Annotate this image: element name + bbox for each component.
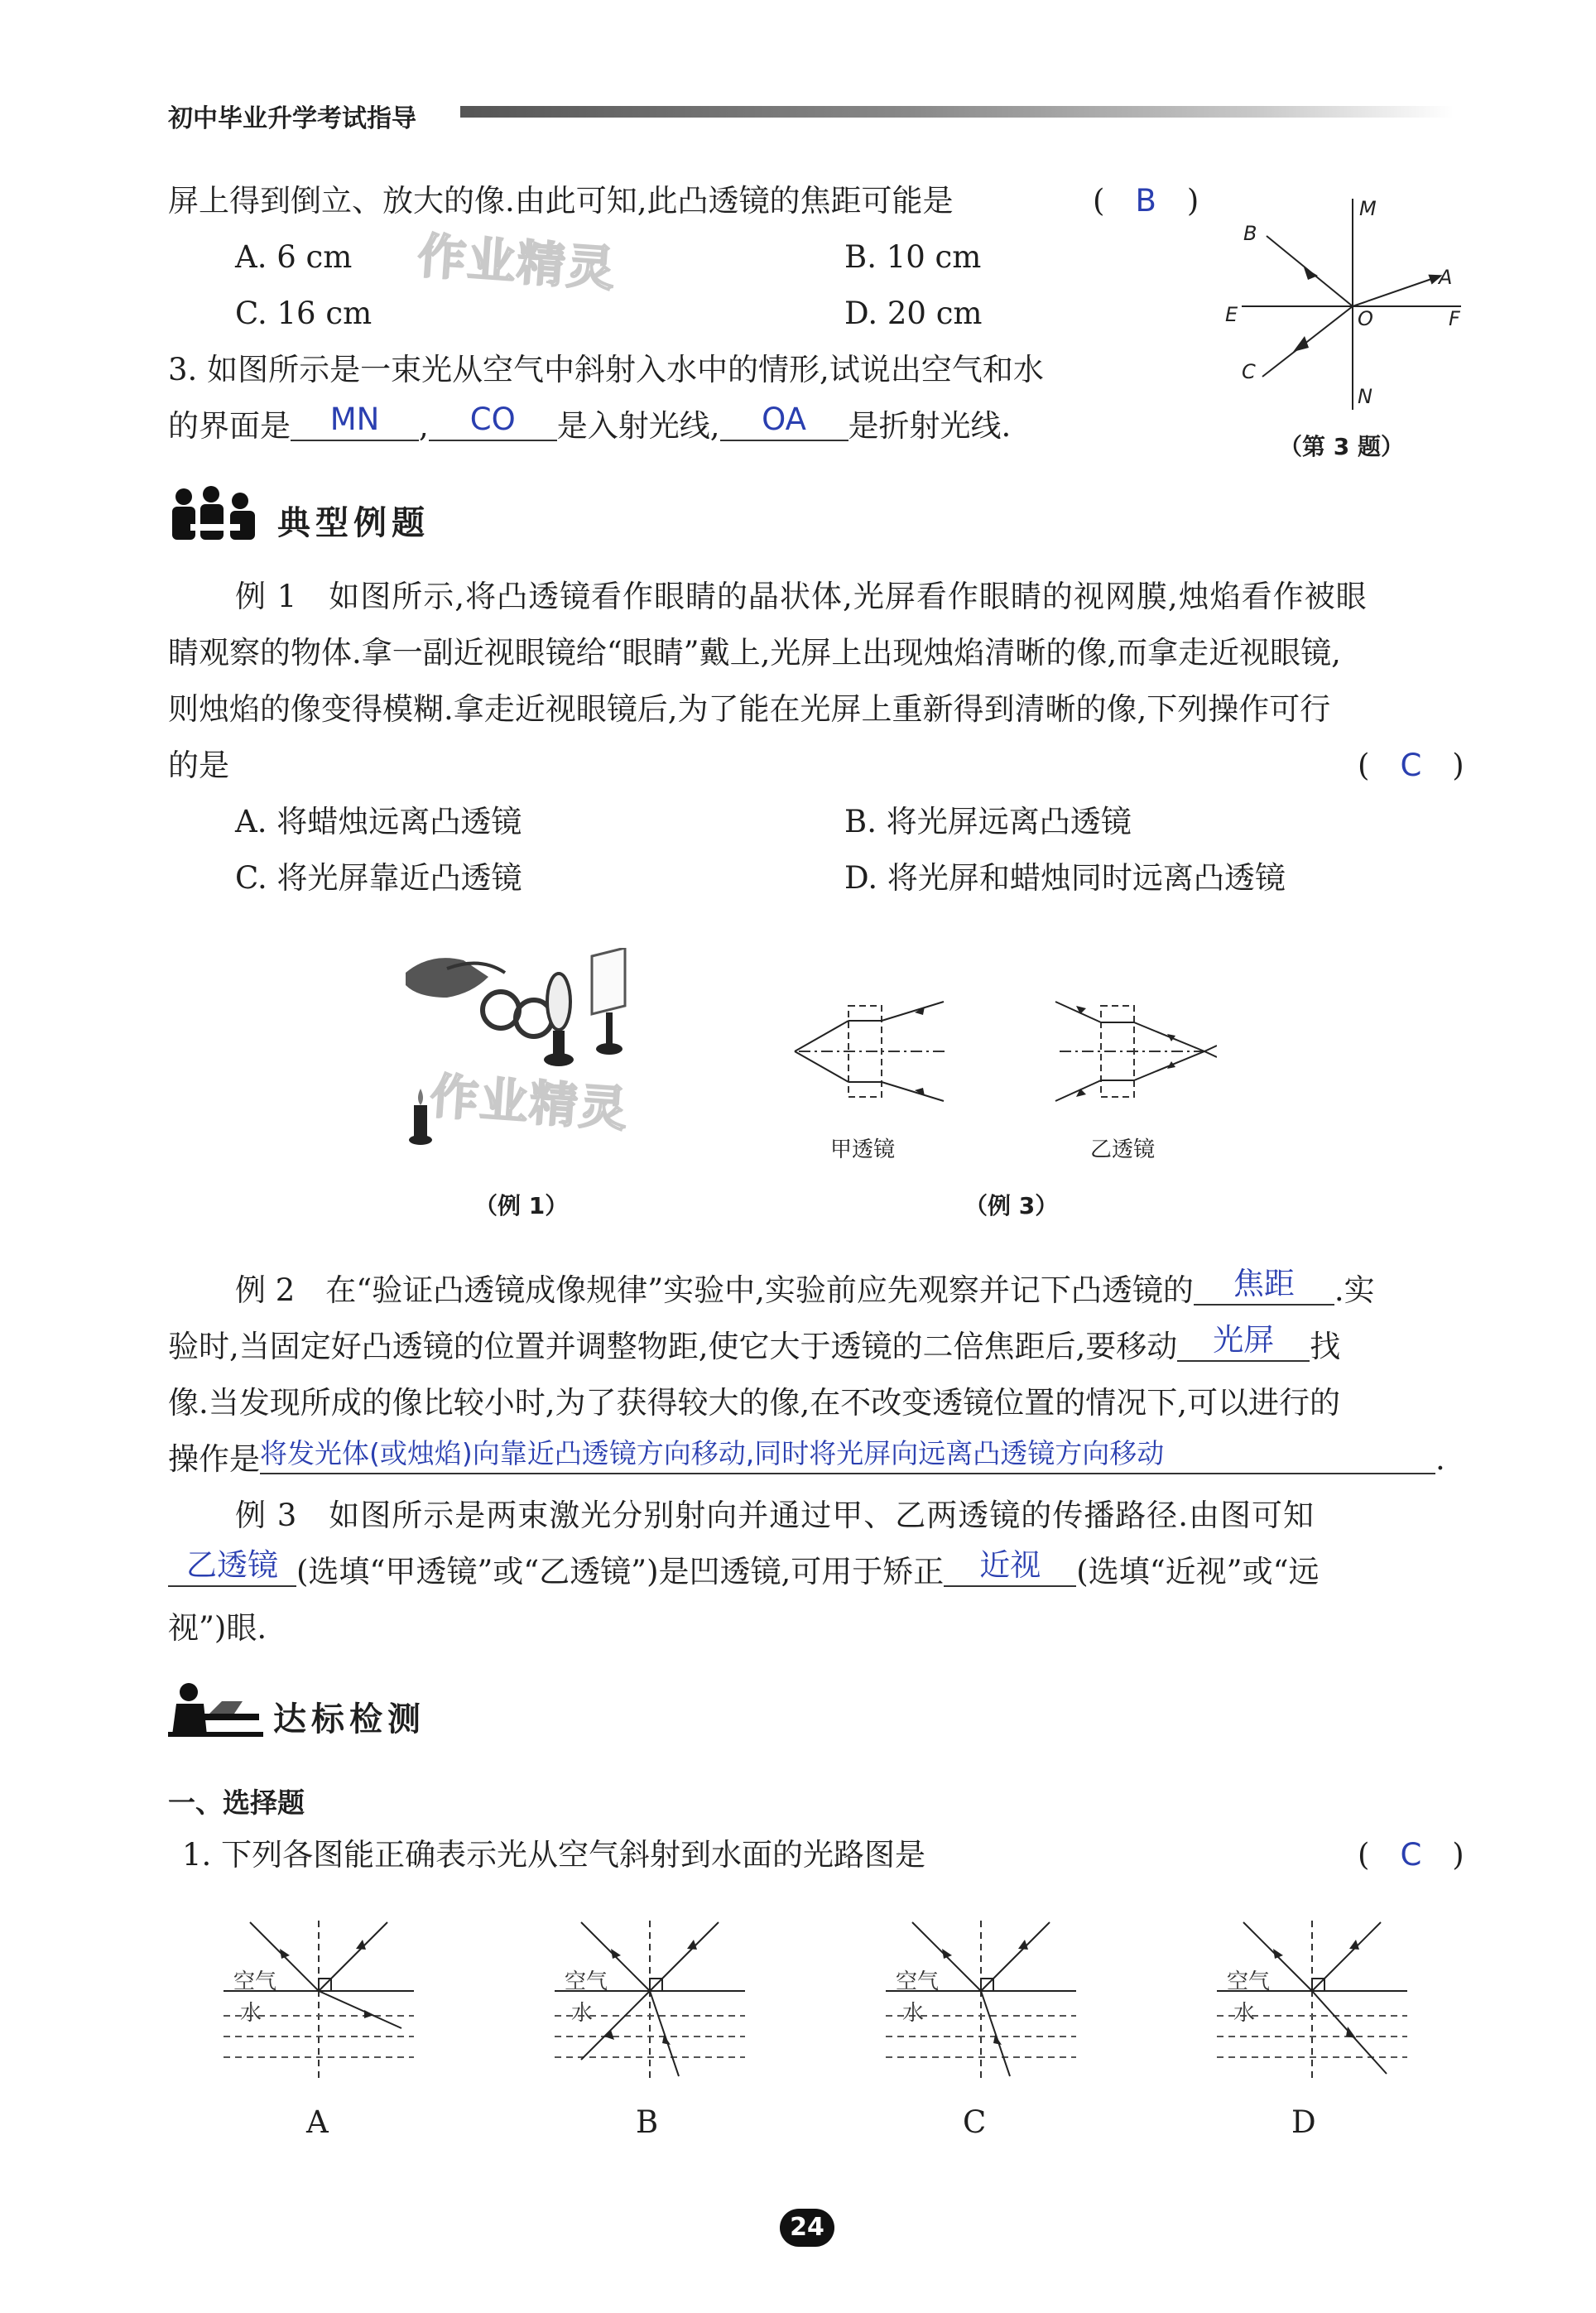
- t1-option-c[interactable]: C: [963, 2104, 987, 2140]
- label-o: O: [1358, 307, 1373, 330]
- t1-b-water: 水: [571, 2001, 594, 2026]
- page-number: 24: [780, 2209, 834, 2247]
- q3-sep: ,: [419, 408, 429, 444]
- q3-caption: （第 3 题）: [1279, 433, 1404, 460]
- ex1-option-c: C. 将光屏靠近凸透镜: [235, 860, 522, 896]
- ex3-caption: （例 3）: [964, 1192, 1059, 1219]
- ex3-text-2: (选填“甲透镜”或“乙透镜”)是凹透镜,可用于矫正: [296, 1554, 945, 1589]
- ex2-line1: [235, 1266, 1375, 1308]
- t1-a-air: 空气: [233, 1969, 277, 1994]
- q2-option-b: B. 10 cm: [844, 239, 982, 275]
- lens-jia-label: 甲透镜: [830, 1137, 896, 1162]
- t1-stem: 1. 下列各图能正确表示光从空气斜射到水面的光路图是: [182, 1837, 926, 1873]
- label-b: B: [1243, 222, 1257, 245]
- label-n: N: [1358, 385, 1372, 408]
- q3-stem-line2: [168, 402, 1012, 444]
- ray-oa: [1353, 277, 1436, 306]
- t1-a-water: 水: [240, 2001, 262, 2026]
- q2-stem-line: 屏上得到倒立、放大的像.由此可知,此凸透镜的焦距可能是: [168, 183, 954, 219]
- t1-option-b[interactable]: B: [636, 2104, 659, 2140]
- lens-jia-figure: [791, 989, 956, 1113]
- arrow-co: [1293, 336, 1309, 352]
- ex3-line3: 视”)眼.: [168, 1610, 267, 1646]
- lens-yi-figure: [1051, 989, 1217, 1113]
- label-e: E: [1225, 303, 1238, 326]
- ex3-blank-2: [944, 1547, 1076, 1587]
- ex2-answer-2: 光屏: [1213, 1322, 1275, 1358]
- watermark: 作业精灵: [416, 227, 618, 298]
- q3-blank-1: [291, 402, 419, 441]
- part-title-choice: 一、选择题: [168, 1786, 305, 1819]
- q3-stem-line1: 3. 如图所示是一束光从空气中斜射入水中的情形,试说出空气和水: [168, 352, 1044, 387]
- q3-answer-2: CO: [469, 402, 516, 437]
- t1-diagram-d: [1209, 1912, 1416, 2098]
- t1-b-air: 空气: [565, 1969, 608, 1994]
- t1-answer: C: [1400, 1837, 1422, 1873]
- q3-blank-2: [429, 402, 557, 441]
- ex2-text-4-end: .: [1435, 1441, 1445, 1477]
- ex1-caption: （例 1）: [474, 1192, 569, 1219]
- convex-lens: [547, 974, 570, 1030]
- t1-diagram-c: [877, 1912, 1084, 2098]
- q3-mid: 是入射光线,: [556, 408, 720, 444]
- ex1-line1: 例 1 如图所示,将凸透镜看作眼睛的晶状体,光屏看作眼睛的视网膜,烛焰看作被眼: [235, 579, 1368, 614]
- q3-suffix: 是折射光线.: [848, 408, 1012, 444]
- discussion-group-icon: [166, 484, 265, 542]
- label-f: F: [1449, 307, 1460, 330]
- t1-option-d[interactable]: D: [1291, 2104, 1316, 2140]
- section-title-examples: 典型例题: [277, 504, 430, 542]
- reading-person-icon: [164, 1681, 263, 1738]
- q3-answer-1: MN: [329, 402, 380, 437]
- ex2-line2: [168, 1322, 1341, 1364]
- t1-answer-bracket: ( C ): [1358, 1837, 1464, 1873]
- ex1-answer-bracket: ( C ): [1358, 748, 1464, 783]
- ex1-option-d: D. 将光屏和蜡烛同时远离凸透镜: [844, 860, 1286, 896]
- t1-d-air: 空气: [1227, 1969, 1271, 1994]
- t1-diagram-a: [215, 1912, 422, 2098]
- ex2-blank-1: [1194, 1266, 1334, 1306]
- ex1-option-b: B. 将光屏远离凸透镜: [844, 804, 1132, 839]
- arrow-ob: [1304, 267, 1318, 280]
- label-c: C: [1242, 360, 1256, 383]
- ex3-answer-1: 乙透镜: [186, 1547, 278, 1583]
- light-screen: [592, 948, 625, 1014]
- t1-option-a[interactable]: A: [306, 2104, 329, 2140]
- lens-yi-label: 乙透镜: [1090, 1137, 1156, 1162]
- ex2-line3: 像.当发现所成的像比较小时,为了获得较大的像,在不改变透镜位置的情况下,可以进行的: [168, 1385, 1341, 1421]
- t1-c-water: 水: [902, 2001, 925, 2026]
- label-a: A: [1439, 266, 1453, 289]
- ex2-text-1: 例 2 在“验证凸透镜成像规律”实验中,实验前应先观察并记下凸透镜的: [235, 1272, 1194, 1308]
- q3-prefix: 的界面是: [168, 408, 291, 444]
- ex3-line2: [168, 1547, 1320, 1589]
- q3-refraction-figure: [1225, 186, 1473, 426]
- candle: [414, 1105, 427, 1138]
- ex1-answer: C: [1400, 748, 1422, 783]
- watermark-2: 作业精灵: [428, 1067, 631, 1138]
- ex3-text-2-end: (选填“近视”或“远: [1076, 1554, 1320, 1589]
- ex2-text-2-end: 找: [1310, 1329, 1341, 1364]
- ex2-answer-1: 焦距: [1233, 1266, 1295, 1301]
- ex1-line2: 睛观察的物体.拿一副近视眼镜给“眼睛”戴上,光屏上出现烛焰清晰的像,而拿走近视眼镜,: [168, 635, 1341, 671]
- ex1-option-a: A. 将蜡烛远离凸透镜: [235, 804, 522, 839]
- ex1-line4: 的是: [168, 748, 229, 783]
- label-m: M: [1359, 197, 1377, 220]
- ex2-blank-3: [260, 1437, 1435, 1474]
- q2-answer-bracket: ( B ): [1093, 183, 1199, 219]
- q2-option-c: C. 16 cm: [235, 296, 373, 331]
- q2-option-a: A. 6 cm: [235, 239, 353, 275]
- q3-answer-3: OA: [762, 402, 806, 437]
- ex2-line4: [168, 1437, 1445, 1477]
- running-header: 初中毕业升学考试指导: [168, 104, 416, 133]
- q2-answer: B: [1135, 183, 1156, 219]
- ex2-text-4: 操作是: [168, 1441, 260, 1477]
- candle-flame: [418, 1089, 423, 1105]
- ex2-blank-2: [1177, 1322, 1310, 1362]
- ex1-line3: 则烛焰的像变得模糊.拿走近视眼镜后,为了能在光屏上重新得到清晰的像,下列操作可行: [168, 691, 1331, 727]
- glasses-left: [483, 992, 519, 1028]
- ex2-text-1-end: .实: [1334, 1272, 1375, 1308]
- section-title-test: 达标检测: [273, 1700, 425, 1738]
- t1-d-water: 水: [1233, 2001, 1256, 2026]
- ray-co: [1262, 306, 1353, 377]
- header-rule: [460, 106, 1454, 118]
- ex3-blank-1: [168, 1547, 296, 1587]
- ex3-line1: 例 3 如图所示是两束激光分别射向并通过甲、乙两透镜的传播路径.由图可知: [235, 1498, 1315, 1533]
- q3-blank-3: [720, 402, 848, 441]
- ex3-answer-2: 近视: [979, 1547, 1041, 1583]
- t1-diagram-b: [546, 1912, 753, 2098]
- q2-option-d: D. 20 cm: [844, 296, 983, 331]
- ex2-answer-3: 将发光体(或烛焰)向靠近凸透镜方向移动,同时将光屏向远离凸透镜方向移动: [260, 1437, 1165, 1469]
- t1-c-air: 空气: [896, 1969, 940, 1994]
- ex2-text-2: 验时,当固定好凸透镜的位置并调整物距,使它大于透镜的二倍焦距后,要移动: [168, 1329, 1178, 1364]
